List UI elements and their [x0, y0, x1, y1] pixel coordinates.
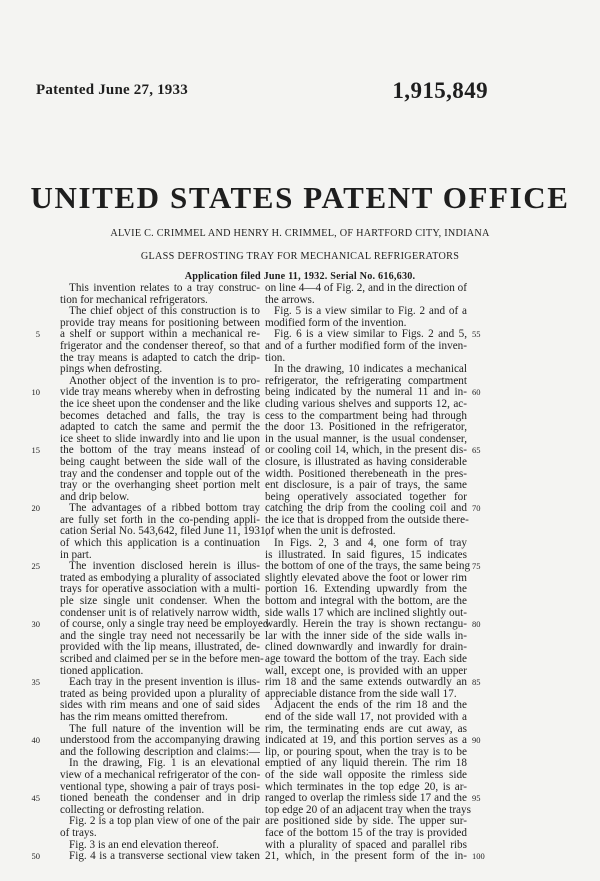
text-line: trays for operative association with a multi- [60, 583, 260, 596]
text-line: provided with the lip means, illustrated, de- [60, 641, 260, 654]
text-line: becomes detached and falls, the tray is [60, 409, 260, 422]
right-text-column [265, 282, 471, 863]
text-line: tioned beneath the condenser and in drip [60, 792, 260, 805]
text-line: bottom and integral with the bottom, are the [265, 595, 467, 608]
text-line: top edge 20 of an adjacent tray when the trays [265, 803, 471, 816]
text-line: age toward the bottom of the tray. Each side [265, 653, 467, 665]
line-number: 30 [31, 619, 40, 630]
text-line: or cooling coil 14, which, in the present dis- [265, 444, 467, 457]
line-number: 45 [31, 793, 40, 804]
text-line: rim, the terminating ends are cut away, as [265, 722, 467, 735]
text-line: being operatively associated together for [265, 490, 467, 503]
text-line: lar with the inner side of the side walls in- [265, 629, 467, 642]
text-line: 21, which, in the present form of the in- [265, 850, 467, 863]
text-line: and drip below. [60, 490, 130, 503]
text-line: are fully set forth in the co-pending appli- [60, 513, 260, 526]
text-line: clined downwardly and inwardly for drain- [265, 641, 467, 654]
text-line: the bottom of the tray means instead of [60, 444, 260, 457]
text-line: of trays. [60, 826, 97, 839]
text-line: being indicated by the numeral 11 and in- [265, 386, 467, 399]
text-line: cation Serial No. 543,642, filed June 11, 1931, [60, 525, 269, 538]
text-line: Each tray in the present invention is illus- [69, 676, 260, 689]
text-line: tray or the overhanging sheet portion melt [60, 479, 260, 492]
text-line: is illustrated. In said figures, 15 indicates [265, 548, 467, 561]
text-line: face of the bottom 15 of the tray is provided [265, 826, 467, 839]
text-line: the door 13. Positioned in the refrigerator, [265, 421, 467, 434]
line-number: 95 [472, 793, 481, 804]
text-line: the bottom of one of the trays, the same being [265, 560, 471, 573]
text-line: of when the unit is defrosted. [265, 525, 396, 538]
line-number: 15 [31, 445, 40, 456]
text-line: Another object of the invention is to pro- [69, 374, 260, 387]
text-line: of the side wall opposite the rimless side [265, 768, 467, 781]
text-line: pings when defrosting. [60, 363, 163, 376]
text-line: are positioned side by side. The upper sur- [265, 815, 467, 828]
text-line: and the following description and claims:— [60, 745, 260, 758]
text-line: has the rim means omitted therefrom. [60, 710, 228, 723]
text-line: trated as embodying a plurality of associated [60, 571, 261, 584]
text-line: a shelf or support within a mechanical re- [60, 328, 260, 341]
line-number: 10 [31, 387, 40, 398]
application-line: Application filed June 11, 1932. Serial No. 616,630. [184, 271, 416, 282]
text-line: indicated at 19, and this portion serves as a [265, 734, 467, 747]
text-line: which terminates in the top edge 20, is ar- [265, 780, 467, 793]
text-line: side walls 17 which are inclined slightly out- [265, 606, 467, 619]
text-line: The chief object of this construction is to [69, 305, 260, 318]
office-heading: UNITED STATES PATENT OFFICE [30, 180, 570, 215]
patent-number: 1,915,849 [392, 78, 488, 103]
text-line: in part. [60, 548, 92, 561]
text-line: In Figs. 2, 3 and 4, one form of tray [274, 537, 467, 550]
text-line: Fig. 2 is a top plan view of one of the pair [69, 815, 260, 828]
text-line: tion. [265, 351, 286, 364]
line-number: 100 [472, 851, 485, 862]
text-line: ranged to overlap the rimless side 17 and the [265, 792, 467, 805]
text-line: in the usual manner, is the usual condenser, [265, 432, 467, 445]
text-line: tioned application. [60, 664, 144, 677]
text-line: slightly elevated above the foot or lower rim [265, 571, 467, 584]
text-line: refrigerator, the refrigerating compartment [265, 374, 467, 387]
text-line: view of a mechanical refrigerator of the con- [60, 768, 261, 781]
text-line: vide tray means whereby when in defrosting [60, 386, 260, 399]
text-line: and of a further modified form of the inven- [265, 339, 467, 352]
text-line: modified form of the invention. [265, 316, 407, 329]
text-line: the tray means is adapted to catch the drip- [60, 351, 260, 364]
text-line: ple size single unit condenser. When the [60, 595, 260, 608]
text-line: Fig. 4 is a transverse sectional view taken [69, 850, 260, 863]
text-line: of course, only a single tray need be employed [60, 618, 269, 631]
text-line: provide tray means for positioning between [60, 316, 260, 329]
text-line: ent disclosure, is a pair of trays, the same [265, 479, 467, 492]
text-line: end of the side wall 17, not provided with a [265, 710, 467, 723]
line-number: 5 [35, 329, 40, 340]
line-number: 40 [31, 735, 40, 746]
text-line: tion for mechanical refrigerators. [60, 293, 208, 306]
text-line: lip, or pouring spout, when the tray is to be [265, 745, 467, 758]
invention-title: GLASS DEFROSTING TRAY FOR MECHANICAL REFRIGERATORS [140, 251, 460, 262]
text-line: rim 18 and the same extends outwardly an [265, 676, 467, 689]
text-line: frigerator and the condenser thereof, so that [60, 339, 260, 352]
text-line: Fig. 3 is an end elevation thereof. [69, 838, 219, 851]
text-line: The advantages of a ribbed bottom tray [69, 502, 260, 515]
text-line: understood from the accompanying drawing [60, 734, 260, 747]
line-number: 90 [472, 735, 481, 746]
line-number: 70 [472, 503, 481, 514]
text-line: The invention disclosed herein is illus- [69, 560, 260, 573]
text-line: condenser unit is of relatively narrow width, [60, 606, 260, 619]
inventors-line: ALVIE C. CRIMMEL AND HENRY H. CRIMMEL, OF HARTFORD CITY, INDIANA [110, 228, 490, 239]
patented-date: Patented June 27, 1933 [36, 82, 188, 98]
text-line: ventional type, showing a pair of trays posi- [60, 780, 260, 793]
line-number: 75 [472, 561, 481, 572]
text-line: of which this application is a continuation [60, 537, 260, 550]
text-line: This invention relates to a tray construc- [69, 282, 260, 294]
line-number: 65 [472, 445, 481, 456]
line-number: 60 [472, 387, 481, 398]
text-line: with a plurality of spaced and parallel ribs [265, 838, 467, 851]
line-number: 25 [31, 561, 40, 572]
text-line: on line 4—4 of Fig. 2, and in the direction of [265, 282, 467, 294]
text-line: emptied of any liquid therein. The rim 18 [265, 757, 467, 770]
left-text-column [60, 282, 269, 863]
text-line: the ice sheet upon the condenser and the like [60, 397, 261, 410]
line-number: 80 [472, 619, 481, 630]
text-line: The full nature of the invention will be [69, 722, 260, 735]
line-number: 50 [31, 851, 40, 862]
text-line: sides with rim means and one of said sides [60, 699, 260, 712]
text-line: closure, is illustrated as having considerable [265, 455, 467, 468]
line-number: 20 [31, 503, 40, 514]
text-line: adapted to catch the same and permit the [60, 421, 260, 434]
text-line: appreciable distance from the side wall 17. [265, 687, 457, 700]
text-line: and the single tray need not necessarily be [60, 629, 260, 642]
text-line: tray and the condenser and topple out of the [60, 467, 260, 480]
text-line: trated as being provided upon a plurality of [60, 687, 260, 700]
text-line: the ice that is dropped from the outside there- [265, 513, 469, 526]
text-line: catching the drip from the cooling coil and [265, 502, 467, 515]
text-line: wardly. Herein the tray is shown rectangu- [265, 618, 467, 631]
text-line: In the drawing, Fig. 1 is an elevational [69, 757, 260, 770]
text-line: cluding various shelves and supports 12, ac- [265, 397, 467, 410]
text-line: cess to the compartment being had through [265, 409, 467, 422]
line-number: 35 [31, 677, 40, 688]
text-line: Adjacent the ends of the rim 18 and the [274, 699, 467, 712]
text-line: ice sheet to slide inwardly into and lie upon [60, 432, 260, 445]
text-line: width. Positioned therebeneath in the pres- [265, 467, 467, 480]
text-line: wall, except one, is provided with an upper [265, 664, 467, 677]
text-line: Fig. 5 is a view similar to Fig. 2 and of a [274, 305, 467, 318]
line-number: 85 [472, 677, 481, 688]
text-line: being caught between the side wall of the [60, 455, 260, 468]
line-number: 55 [472, 329, 481, 340]
text-line: scribed and claimed per se in the before men- [60, 653, 264, 665]
text-line: portion 16. Extending upwardly from the [265, 583, 467, 596]
text-line: Fig. 6 is a view similar to Figs. 2 and 5, [274, 328, 467, 341]
text-line: In the drawing, 10 indicates a mechanical [274, 363, 467, 376]
text-line: collecting or defrosting relation. [60, 803, 205, 816]
text-line: the arrows. [265, 293, 315, 306]
